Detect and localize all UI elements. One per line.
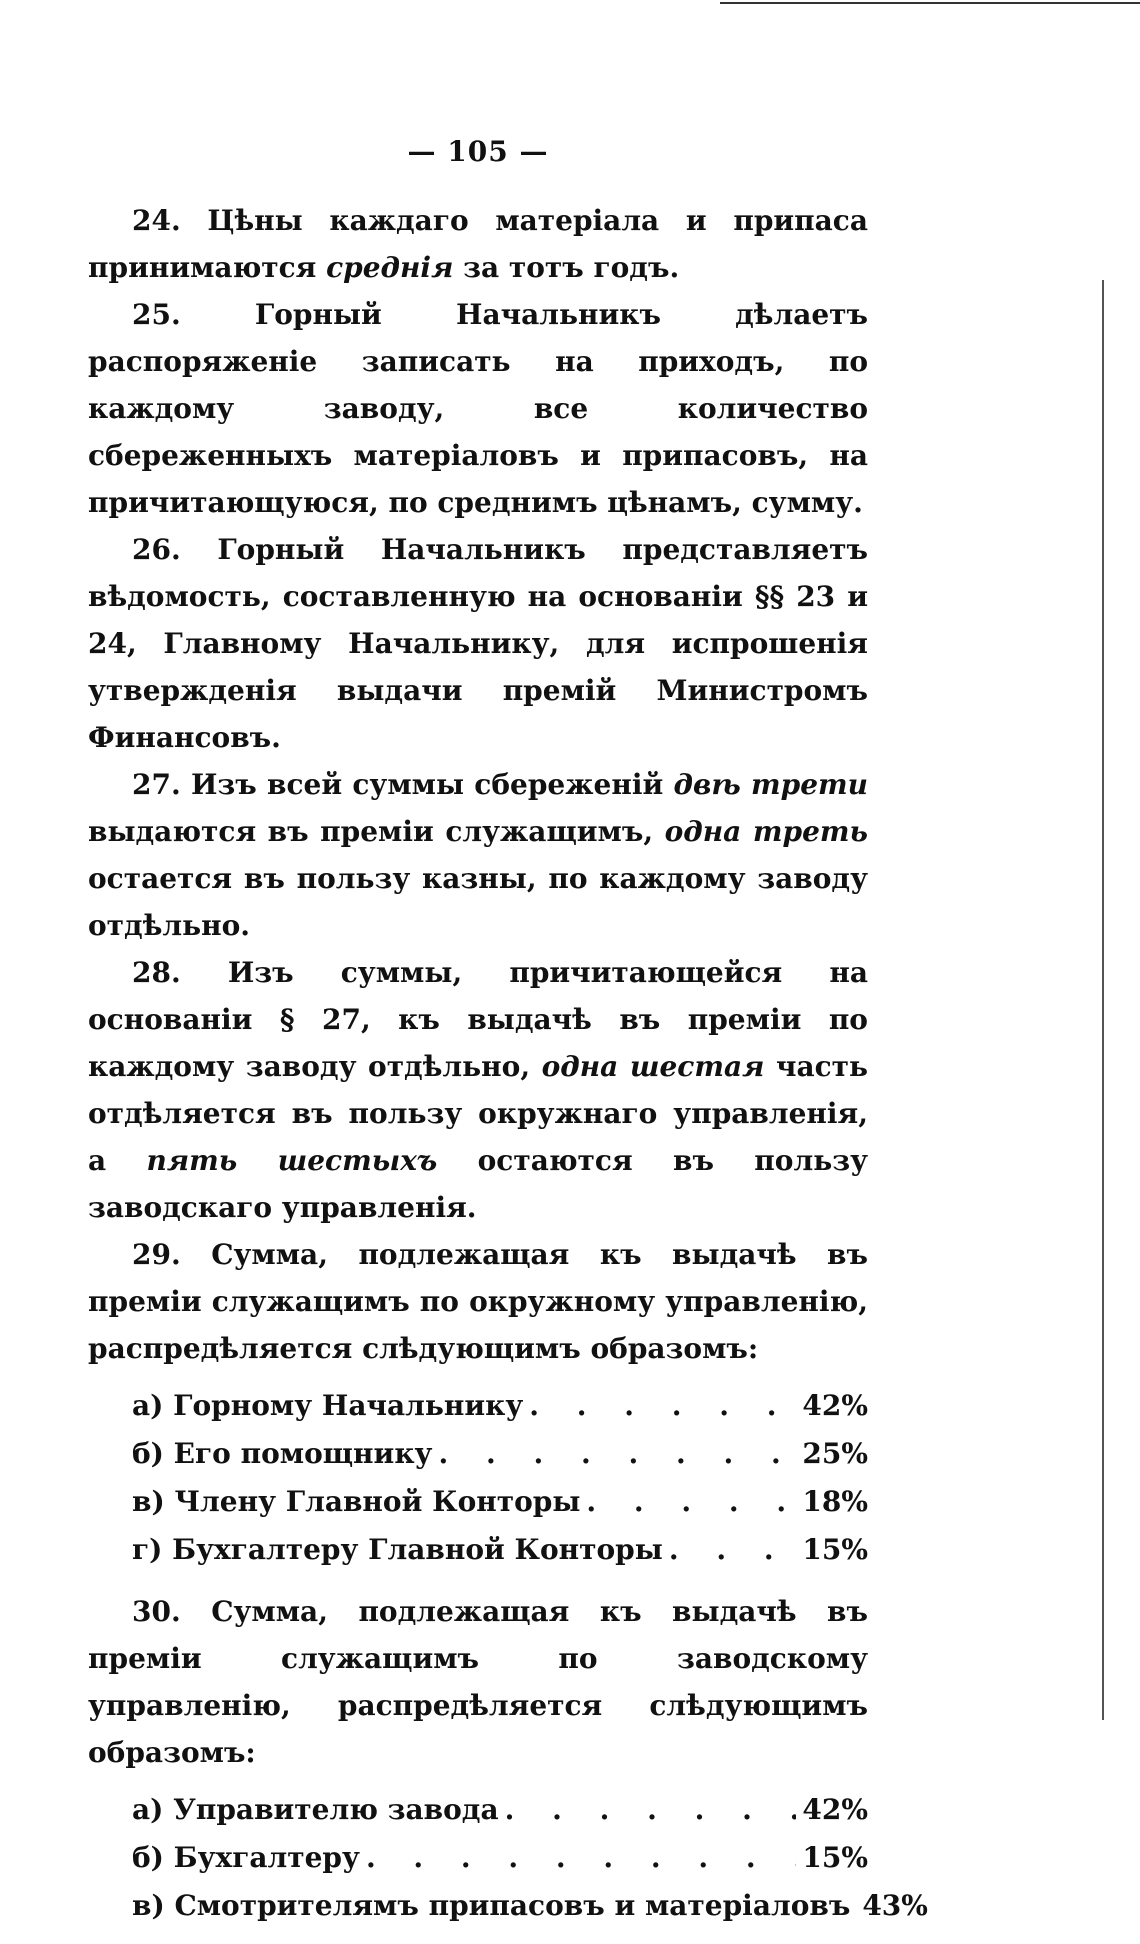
list-item-value: 15% <box>802 1841 868 1874</box>
list-item-value: 42% <box>802 1793 868 1826</box>
list-item-label: а) Горному Начальнику <box>132 1389 524 1422</box>
paragraph-28-text-3: остаются въ пользу заводскаго управленія. <box>88 1144 868 1224</box>
list-item-label: г) Бухгалтеру Главной Конторы <box>132 1533 663 1566</box>
dot-leader <box>366 1834 796 1882</box>
list-item-label: а) Управителю завода <box>132 1793 499 1826</box>
paragraph-28-emphasis-2: пять шестыхъ <box>146 1144 438 1177</box>
dot-leader <box>669 1526 797 1574</box>
paragraph-27-text-3: остается въ пользу казны, по каждому заводу отдѣльно. <box>88 862 868 942</box>
paragraph-27-emphasis-1: двѣ трети <box>673 768 868 801</box>
list-item-value: 18% <box>802 1485 868 1518</box>
top-border-line <box>720 2 1140 4</box>
paragraph-25: 25. Горный Начальникъ дѣлаетъ распоряженіе записать на приходъ, по каждому заводу, все количество сбереженныхъ матеріаловъ и припасовъ, на причитающуюся, по среднимъ цѣнамъ, сумму. <box>88 298 868 519</box>
paragraph-27-text-2: выдаются въ преміи служащимъ, <box>88 815 665 848</box>
list-item-label: б) Его помощнику <box>132 1437 433 1470</box>
dot-leader <box>438 1430 796 1478</box>
distribution-list-29 <box>88 1382 868 1574</box>
list-item-value: 25% <box>802 1437 868 1470</box>
list-item <box>88 1526 868 1574</box>
paragraph-28-emphasis-1: одна шестая <box>541 1050 765 1083</box>
paragraph-29: 29. Сумма, подлежащая къ выдачѣ въ преміи служащимъ по окружному управленію, распредѣляется слѣдующимъ образомъ: <box>88 1238 868 1365</box>
paragraph-26: 26. Горный Начальникъ представляетъ вѣдомость, составленную на основаніи §§ 23 и 24, Главному Начальнику, для испрошенія утвержденія выдачи премій Министромъ Финансовъ. <box>88 533 868 754</box>
paragraph-30: 30. Сумма, подлежащая къ выдачѣ въ преміи служащимъ по заводскому управленію, распредѣляется слѣдующимъ образомъ: <box>88 1595 868 1769</box>
paragraph-28 <box>88 949 868 1231</box>
paragraph-24-emphasis: среднія <box>326 251 454 284</box>
list-item-label: б) Бухгалтеру <box>132 1841 360 1874</box>
paragraph-27-text-1: 27. Изъ всей суммы сбереженій <box>132 768 674 801</box>
distribution-list-30 <box>88 1786 928 1930</box>
list-item <box>88 1882 928 1930</box>
paragraph-24-text-end: за тотъ годъ. <box>453 251 680 284</box>
list-item-label: в) Смотрителямъ припасовъ и матеріаловъ <box>132 1889 851 1922</box>
dot-leader <box>505 1786 797 1834</box>
paragraph-24-text: 24. Цѣны каждаго матеріала и припаса принимаются <box>88 204 868 284</box>
dot-leader <box>529 1382 796 1430</box>
list-item <box>88 1786 868 1834</box>
dot-leader <box>586 1478 796 1526</box>
list-item-value: 15% <box>802 1533 868 1566</box>
right-margin-line <box>1102 280 1104 1720</box>
list-item-value: 42% <box>802 1389 868 1422</box>
list-item <box>88 1478 868 1526</box>
paragraph-28-text-2: часть отдѣляется въ пользу окружнаго управленія, а <box>88 1050 869 1177</box>
list-item <box>88 1834 868 1882</box>
page-number: — 105 — <box>407 135 549 168</box>
list-item <box>88 1382 868 1430</box>
list-item-value: 43% <box>862 1889 928 1922</box>
list-item <box>88 1430 868 1478</box>
paragraph-27 <box>88 761 868 949</box>
paragraph-28-text-1: 28. Изъ суммы, причитающейся на основаніи § 27, къ выдачѣ въ преміи по каждому заводу отдѣльно, <box>88 956 868 1083</box>
paragraph-24 <box>88 197 868 291</box>
document-page <box>88 128 928 1944</box>
paragraph-27-emphasis-2: одна треть <box>664 815 868 848</box>
list-item-label: в) Члену Главной Конторы <box>132 1485 581 1518</box>
